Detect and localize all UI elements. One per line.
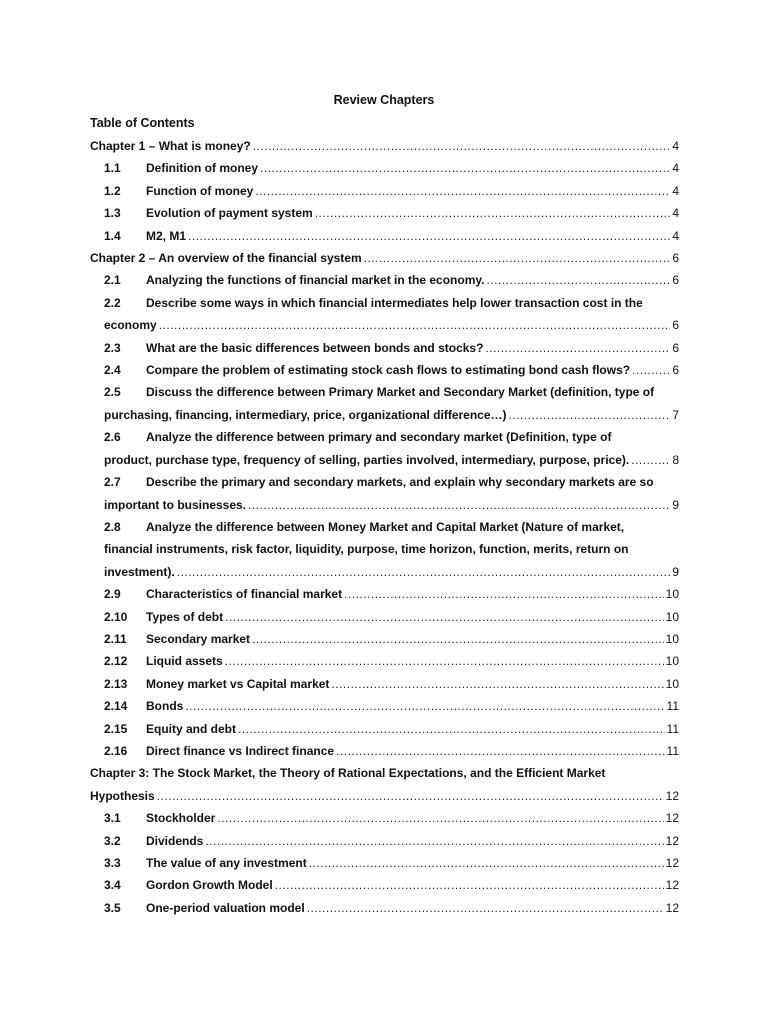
toc-entry-title-continued: important to businesses. [104,497,247,512]
toc-page-number: 10 [665,654,679,669]
toc-entry-title: Analyzing the functions of financial market in the economy. [146,273,485,288]
toc-entry-title-continued: financial instruments, risk factor, liquidity, purpose, time horizon, function, merits, return on [104,542,629,557]
toc-entry-title: Dividends [146,833,204,848]
toc-section-number: 2.16 [104,743,128,758]
toc-page-number: 4 [672,161,679,176]
dot-leader [487,269,671,291]
toc-entry-title: Secondary market [146,631,251,646]
toc-entry[interactable] [90,807,679,829]
toc-entry[interactable] [90,583,679,605]
dot-leader [255,180,670,202]
dot-leader [225,606,664,628]
toc-entry-title: Definition of money [146,161,258,176]
toc-section-number: 2.8 [104,519,121,534]
toc-entry-title: Chapter 3: The Stock Market, the Theory of Rational Expectations, and the Efficient Market [90,766,606,781]
toc-page-number: 10 [665,609,679,624]
toc-section-number: 2.7 [104,475,121,490]
toc-entry-title: Analyze the difference between Money Market and Capital Market (Nature of market, [146,519,625,534]
toc-entry[interactable] [90,740,679,762]
toc-entry-title: Chapter 1 – What is money? [90,139,251,153]
toc-entry[interactable] [90,337,679,359]
toc-entry[interactable] [90,471,679,516]
toc-page-number: 12 [665,833,679,848]
toc-entry[interactable] [90,426,679,471]
dot-leader [275,874,664,896]
toc-entry-title: M2, M1 [146,228,187,243]
toc-entry-title: Evolution of payment system [146,206,313,221]
toc-page-number: 10 [665,676,679,691]
toc-section-number: 2.6 [104,430,121,445]
dot-leader [252,628,664,650]
toc-entry[interactable] [90,202,679,224]
toc-entry-title: Stockholder [146,811,216,826]
toc-page-number: 6 [672,363,679,378]
toc-page-number: 12 [665,788,679,803]
toc-section-number: 1.3 [104,206,121,221]
toc-entry[interactable] [90,852,679,874]
dot-leader [309,852,664,874]
toc-page-number: 9 [672,497,679,512]
toc-page-number: 6 [672,340,679,355]
toc-entry-title: The value of any investment [146,856,307,870]
toc-entry[interactable] [90,247,679,269]
toc-entry-title: Discuss the difference between Primary Market and Secondary Market (definition, type of [146,385,655,400]
dot-leader [336,740,664,762]
toc-entry[interactable] [90,180,679,202]
toc-page-number: 7 [672,407,679,422]
table-of-contents [90,135,679,919]
dot-leader [205,830,663,852]
toc-section-number: 2.13 [104,676,128,691]
toc-entry-title: Liquid assets [146,654,223,669]
dot-leader [238,718,665,740]
dot-leader [217,807,663,829]
toc-section-number: 1.1 [104,161,121,176]
toc-page-number: 10 [665,631,679,646]
dot-leader [185,695,664,717]
toc-section-number: 2.12 [104,654,128,669]
toc-entry-title: Types of debt [146,609,224,624]
dot-leader [364,247,671,269]
dot-leader [177,561,671,583]
toc-section-number: 1.2 [104,183,121,198]
toc-entry-title: Direct finance vs Indirect finance [146,743,335,758]
toc-section-number: 3.1 [104,811,121,826]
toc-entry-title-continued: product, purchase type, frequency of selling, parties involved, intermediary, purpose, price). [104,452,630,467]
toc-page-number: 12 [665,900,679,915]
dot-leader [188,225,670,247]
toc-section-number: 1.4 [104,228,121,243]
toc-entry[interactable] [90,673,679,695]
toc-page-number: 6 [672,251,679,266]
toc-entry-title: Analyze the difference between primary and secondary market (Definition, type of [146,430,612,445]
toc-page-number: 11 [666,699,679,714]
toc-entry[interactable] [90,381,679,426]
toc-entry-title: Describe the primary and secondary markets, and explain why secondary markets are so [146,475,654,490]
toc-page-number: 6 [672,273,679,288]
toc-entry-title: Characteristics of financial market [146,587,343,602]
toc-entry-title: One-period valuation model [146,900,305,915]
toc-entry-title: Gordon Growth Model [146,878,273,893]
dot-leader [248,494,670,516]
toc-entry-title-continued: economy [104,318,157,333]
toc-entry[interactable] [90,269,679,291]
toc-entry[interactable] [90,157,679,179]
toc-section-number: 2.9 [104,587,121,602]
toc-entry-title: Money market vs Capital market [146,676,330,691]
dot-leader [344,583,664,605]
toc-section-number: 2.15 [104,721,128,736]
toc-entry-title: Function of money [146,183,254,198]
toc-entry-title: Compare the problem of estimating stock cash flows to estimating bond cash flows? [146,363,631,378]
toc-page-number: 12 [665,856,679,870]
toc-entry-title: Chapter 2 – An overview of the financial system [90,251,362,266]
toc-entry-title: Bonds [146,699,184,714]
toc-page-number: 4 [672,228,679,243]
toc-section-number: 3.2 [104,833,121,848]
dot-leader [509,404,671,426]
toc-entry-title: Equity and debt [146,721,236,736]
toc-section-number: 2.4 [104,363,121,378]
toc-section-number: 2.14 [104,699,128,714]
toc-page-number: 4 [672,183,679,198]
toc-entry[interactable] [90,292,679,337]
toc-page-number: 4 [672,139,679,153]
dot-leader [225,650,664,672]
toc-entry-title-continued: Hypothesis [90,788,155,803]
dot-leader [485,337,670,359]
toc-section-number: 2.10 [104,609,128,624]
toc-page-number: 6 [672,318,679,333]
toc-entry[interactable] [90,359,679,381]
toc-page-number: 12 [665,811,679,826]
toc-section-number: 3.4 [104,878,121,893]
dot-leader [253,135,671,157]
toc-entry[interactable] [90,628,679,650]
toc-entry[interactable] [90,606,679,628]
toc-entry-title: What are the basic differences between bonds and stocks? [146,340,484,355]
dot-leader [260,157,670,179]
toc-entry[interactable] [90,762,679,807]
toc-entry-title-continued: investment). [104,564,175,579]
toc-entry[interactable] [90,874,679,896]
toc-page-number: 4 [672,206,679,221]
toc-section-number: 3.5 [104,900,121,915]
dot-leader [315,202,671,224]
toc-section-number: 2.3 [104,340,121,355]
toc-entry[interactable] [90,830,679,852]
toc-page-number: 9 [672,564,679,579]
toc-entry[interactable] [90,718,679,740]
toc-entry-title: Describe some ways in which financial intermediates help lower transaction cost in the [146,295,643,310]
dot-leader [157,785,664,807]
toc-heading: Table of Contents [90,116,195,130]
toc-entry[interactable] [90,650,679,672]
dot-leader [159,314,671,336]
toc-page-number: 11 [666,743,679,758]
toc-page-number: 10 [665,587,679,602]
toc-entry[interactable] [90,135,679,157]
toc-entry[interactable] [90,516,679,583]
toc-entry-title-continued: purchasing, financing, intermediary, price, organizational difference…) [104,407,507,422]
toc-page-number: 12 [665,878,679,893]
toc-page-number: 8 [672,452,679,467]
toc-entry[interactable] [90,225,679,247]
toc-section-number: 2.11 [104,631,127,646]
dot-leader [632,359,670,381]
toc-section-number: 3.3 [104,856,121,870]
dot-leader [307,897,664,919]
toc-entry[interactable] [90,695,679,717]
dot-leader [631,449,670,471]
dot-leader [331,673,663,695]
toc-section-number: 2.1 [104,273,121,288]
toc-page-number: 11 [666,721,679,736]
document-title: Review Chapters [333,93,435,107]
toc-section-number: 2.5 [104,385,121,400]
toc-entry[interactable] [90,897,679,919]
toc-section-number: 2.2 [104,295,121,310]
